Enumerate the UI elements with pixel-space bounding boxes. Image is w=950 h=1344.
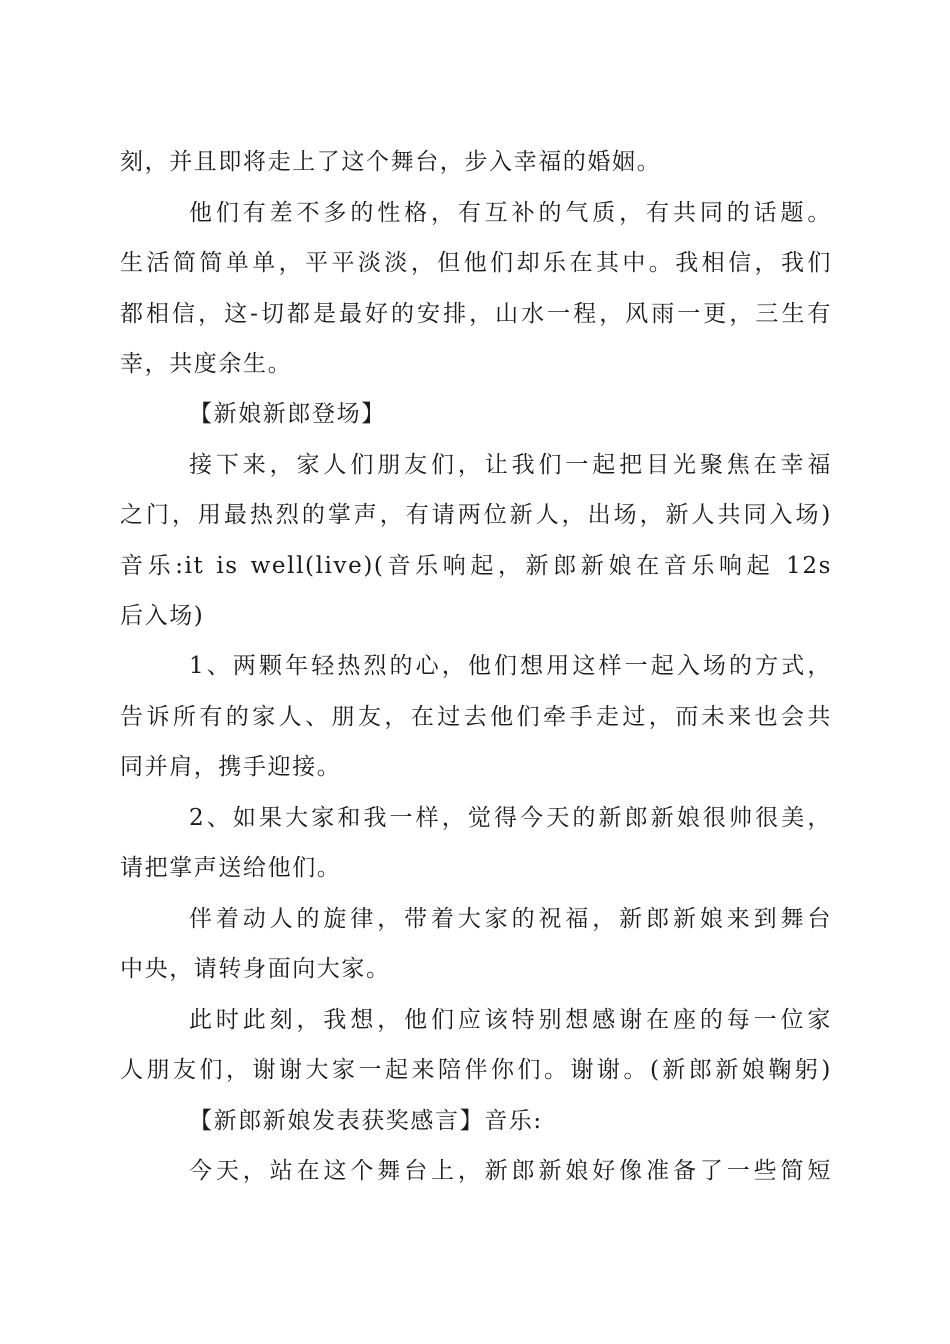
text-line: 他们有差不多的性格，有互补的气质，有共同的话题。 [189,200,832,226]
section-heading: 【新郎新娘发表获奖感言】音乐: [189,1108,543,1134]
text-line: 人朋友们，谢谢大家一起来陪伴你们。谢谢。(新郎新娘鞠躬) [120,1057,832,1083]
text-line: 今天，站在这个舞台上，新郎新娘好像准备了一些简短 [189,1158,832,1184]
text-line: 生活简简单单，平平淡淡，但他们却乐在其中。我相信，我们 [120,250,832,276]
text-line: 伴着动人的旋律，带着大家的祝福，新郎新娘来到舞台 [189,906,832,932]
text-line: 此时此刻，我想，他们应该特别想感谢在座的每一位家 [189,1007,832,1033]
text-line: 后入场) [120,603,205,629]
text-line: 告诉所有的家人、朋友，在过去他们牵手走过，而未来也会共 [120,704,832,730]
text-line: 幸，共度余生。 [120,351,293,377]
text-line: 都相信，这-切都是最好的安排，山水一程，风雨一更，三生有 [120,301,832,327]
text-line: 中央，请转身面向大家。 [120,956,391,982]
text-line: 请把掌声送给他们。 [120,855,342,881]
text-line: 刻，并且即将走上了这个舞台，步入幸福的婚姻。 [120,149,662,175]
text-line: 同并肩，携手迎接。 [120,754,342,780]
text-line: 音乐:it is well(live)(音乐响起，新郎新娘在音乐响起 12s [120,553,832,579]
text-line: 之门，用最热烈的掌声，有请两位新人，出场，新人共同入场) [120,502,832,528]
section-heading: 【新娘新郎登场】 [189,401,386,427]
text-line: 接下来，家人们朋友们，让我们一起把目光聚焦在幸福 [189,452,832,478]
text-line: 2、如果大家和我一样，觉得今天的新郎新娘很帅很美， [189,805,832,831]
text-line: 1、两颗年轻热烈的心，他们想用这样一起入场的方式， [189,653,832,679]
